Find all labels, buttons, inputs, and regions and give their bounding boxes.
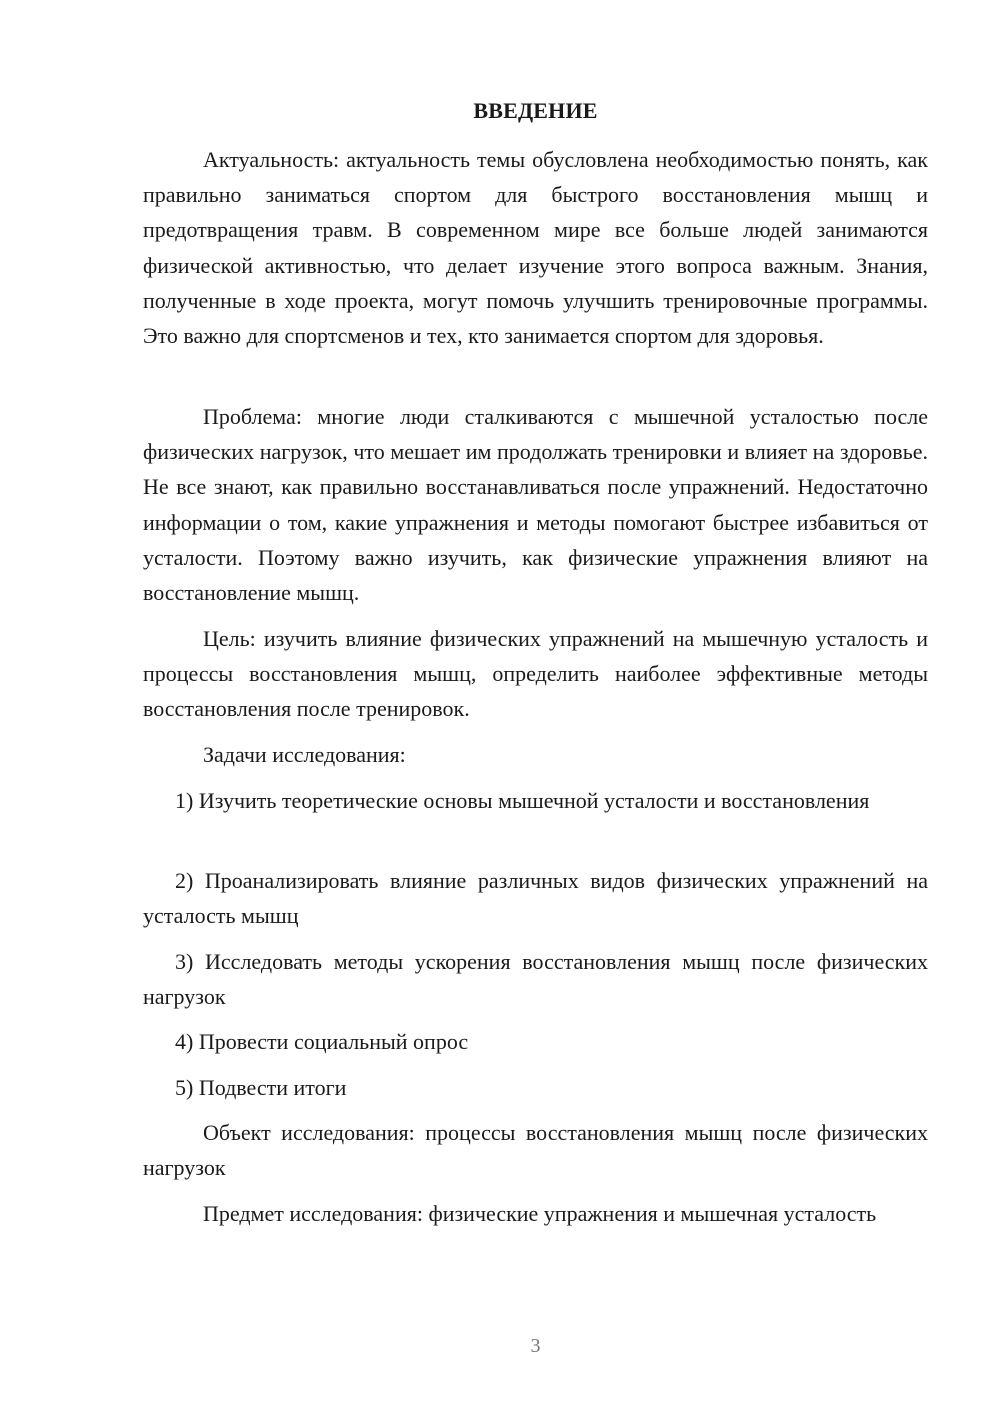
page-number: 3 — [530, 1335, 541, 1357]
task-item-5: 5) Подвести итоги — [175, 1075, 347, 1100]
paragraph-relevance: Актуальность: актуальность темы обусловлена необходимостью понять, как правильно заниматься спортом для быстрого восстановления мышц и предотвращения травм. В современном мире все больше людей занимаются физической активностью, что делает изучение этого вопроса важным. Знания, полученные в ходе проекта, могут помочь улучшить тренировочные программы. Это важно для спортсменов и тех, кто занимается спортом для здоровья. — [143, 147, 928, 349]
tasks-heading: Задачи исследования: — [203, 742, 406, 767]
task-item-3: 3) Исследовать методы ускорения восстановления мышц после физических нагрузок — [143, 949, 928, 1010]
task-item-4: 4) Провести социальный опрос — [175, 1029, 469, 1054]
paragraph-goal: Цель: изучить влияние физических упражнений на мышечную усталость и процессы восстановления мышц, определить наиболее эффективные методы восстановления после тренировок. — [143, 626, 928, 722]
paragraph-subject: Предмет исследования: физические упражнения и мышечная усталость — [203, 1201, 877, 1226]
task-item-1: 1) Изучить теоретические основы мышечной усталости и восстановления — [175, 788, 870, 813]
section-title: ВВЕДЕНИЕ — [473, 98, 598, 123]
task-item-2: 2) Проанализировать влияние различных видов физических упражнений на усталость мышц — [143, 868, 928, 929]
paragraph-object: Объект исследования: процессы восстановления мышц после физических нагрузок — [143, 1120, 928, 1181]
paragraph-problem: Проблема: многие люди сталкиваются с мышечной усталостью после физических нагрузок, что мешает им продолжать тренировки и влияет на здоровье. Не все знают, как правильно восстанавливаться после упражнений. Недостаточно информации о том, какие упражнения и методы помогают быстрее избавиться от усталости. Поэтому важно изучить, как физические упражнения влияют на восстановление мышц. — [143, 404, 928, 606]
